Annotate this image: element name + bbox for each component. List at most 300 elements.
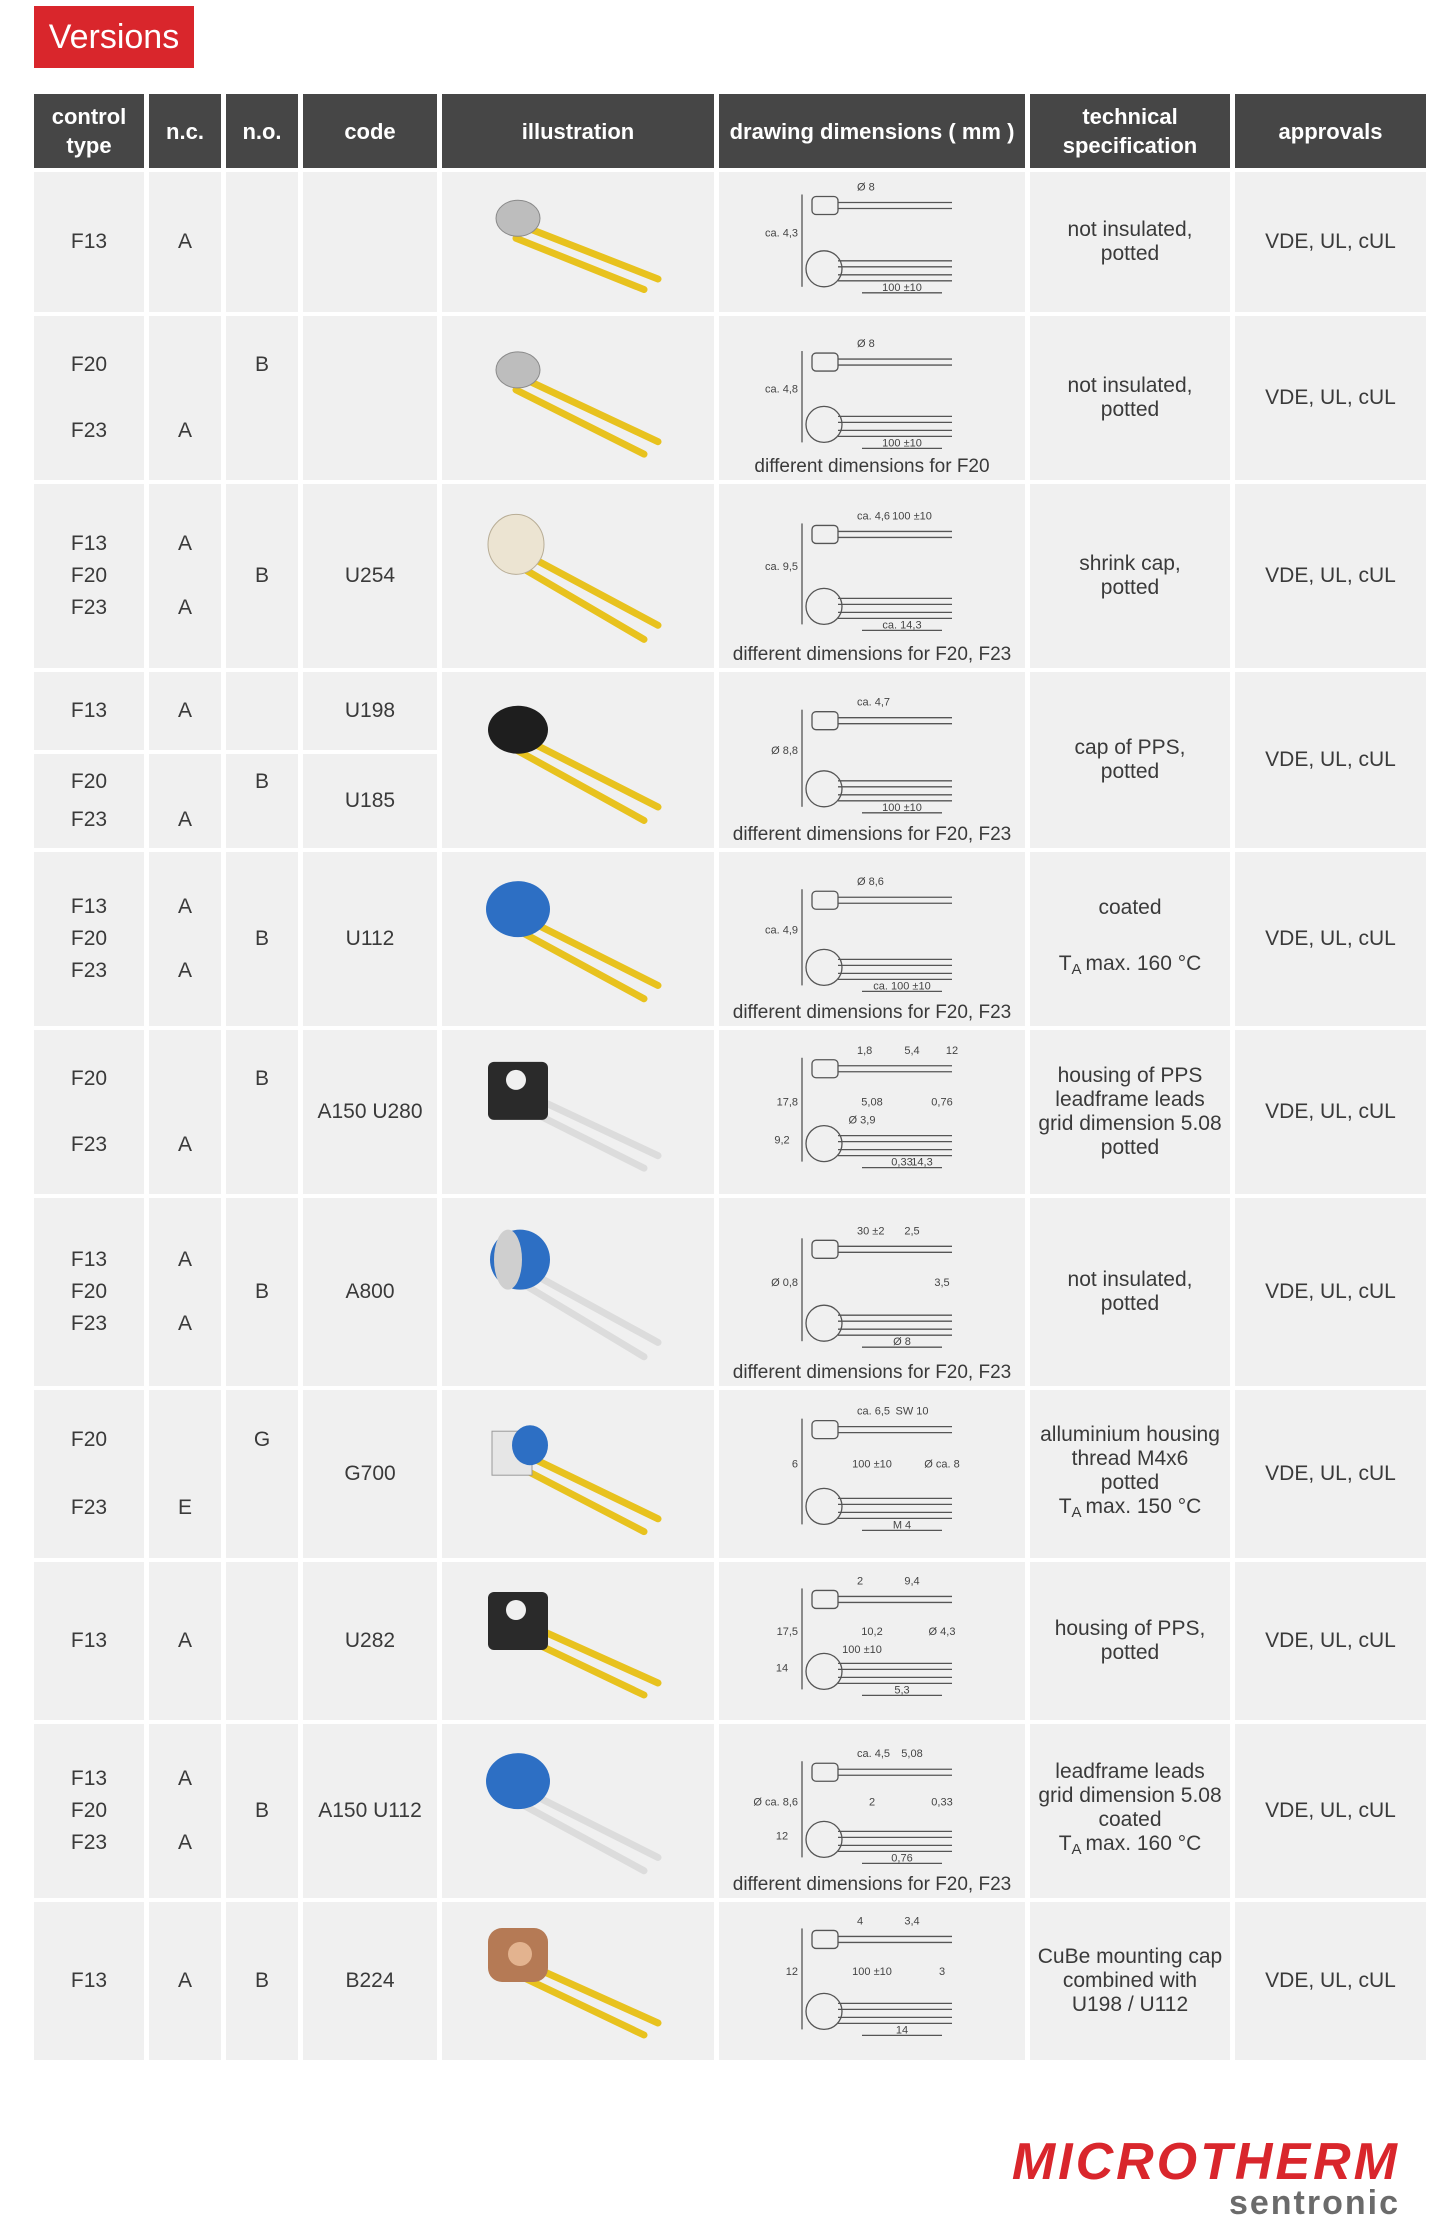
drawing-7 xyxy=(762,1393,982,1555)
nc-value: A xyxy=(177,596,192,619)
nc-stack xyxy=(149,672,221,750)
control-value: F20 xyxy=(70,1428,108,1452)
control-value: F13 xyxy=(70,1248,108,1271)
spec-temp xyxy=(1030,952,1230,982)
spec-line: leadframe leads xyxy=(1055,1088,1205,1111)
control-value: F13 xyxy=(70,532,108,555)
nc-value: A xyxy=(177,959,192,982)
nc-stack xyxy=(149,852,221,1026)
no-value: B xyxy=(254,1969,269,1992)
nc-stack xyxy=(149,754,221,848)
code-cell: U254 xyxy=(303,484,437,668)
dimension-label: 12 xyxy=(775,1830,789,1843)
drawing-cell xyxy=(719,672,1025,848)
control-value: F23 xyxy=(70,596,108,619)
spec-temp xyxy=(1030,1832,1230,1862)
dimension-label: 0,33 xyxy=(891,1156,913,1169)
nc-stack xyxy=(149,1902,221,2060)
control-value: F13 xyxy=(70,1969,108,1992)
shrink-cap-icon xyxy=(458,488,698,664)
no-stack xyxy=(226,852,298,1026)
control-type-cell xyxy=(34,852,144,1026)
table-row xyxy=(34,316,1426,480)
dimension-label: 0,33 xyxy=(931,1796,953,1809)
dimension-label: Ø ca. 8,6 xyxy=(753,1796,798,1809)
spec-t: T xyxy=(1058,1832,1072,1855)
control-type-cell xyxy=(34,1030,144,1194)
dimension-label: 12 xyxy=(945,1044,959,1057)
spec-line: U198 / U112 xyxy=(1071,1993,1189,2016)
cube-cap-icon xyxy=(458,1906,698,2056)
dimension-label: 100 ±10 xyxy=(852,1965,892,1978)
spec-line: potted xyxy=(1100,760,1160,783)
nc-stack xyxy=(149,484,221,668)
code-cell: U185 xyxy=(303,754,437,848)
no-cell xyxy=(226,1030,298,1194)
control-value: F23 xyxy=(70,1831,108,1854)
nc-cell xyxy=(149,1902,221,2060)
spec-cell xyxy=(1030,672,1230,848)
control-stack xyxy=(34,852,144,1026)
no-stack xyxy=(226,316,298,480)
no-stack xyxy=(226,484,298,668)
no-stack xyxy=(226,1198,298,1386)
no-cell xyxy=(226,1390,298,1558)
versions-table xyxy=(29,90,1431,2064)
approvals-cell: VDE, UL, cUL xyxy=(1235,1390,1426,1558)
dimension-label: Ø 3,9 xyxy=(848,1114,876,1127)
control-stack xyxy=(34,1390,144,1558)
dimension-label: 0,76 xyxy=(931,1096,953,1109)
control-value: F20 xyxy=(70,927,108,950)
dimension-label: 100 ±10 xyxy=(842,1643,882,1656)
drawing-5 xyxy=(762,1033,982,1191)
spec-line: potted xyxy=(1100,398,1160,421)
header-illustration: illustration xyxy=(442,94,714,168)
spec-a: A xyxy=(1071,1841,1082,1858)
dimension-label: ca. 4,6 xyxy=(857,510,891,523)
dimension-label: 12 xyxy=(785,1965,798,1978)
no-stack xyxy=(226,754,298,848)
spec-line: grid dimension 5.08 xyxy=(1038,1784,1222,1807)
nc-cell xyxy=(149,754,221,848)
spec-line: not insulated, xyxy=(1067,374,1193,397)
control-stack xyxy=(34,316,144,480)
no-value: B xyxy=(254,353,269,377)
control-value: F23 xyxy=(70,807,108,831)
spec-line: housing of PPS, xyxy=(1054,1617,1206,1640)
spec-cell xyxy=(1030,1724,1230,1898)
drawing-note: different dimensions for F20, F23 xyxy=(732,1002,1012,1023)
no-value: B xyxy=(254,1067,269,1091)
dimension-label: ca. 4,5 xyxy=(857,1748,891,1761)
header-approvals: approvals xyxy=(1235,94,1426,168)
nc-cell xyxy=(149,852,221,1026)
spec-line: combined with xyxy=(1062,1969,1198,1992)
pps-housing-icon xyxy=(458,1034,698,1190)
nc-cell xyxy=(149,1030,221,1194)
nc-cell xyxy=(149,484,221,668)
no-value: B xyxy=(254,1799,269,1822)
nc-value: A xyxy=(177,1312,192,1335)
nc-cell xyxy=(149,1562,221,1720)
spec-line: not insulated, xyxy=(1067,218,1193,241)
spec-line: not insulated, xyxy=(1067,1268,1193,1291)
spec-max: max. 160 °C xyxy=(1085,952,1202,975)
illustration-cell xyxy=(442,1390,714,1558)
approvals-cell: VDE, UL, cUL xyxy=(1235,1562,1426,1720)
spec-a: A xyxy=(1071,961,1082,978)
header-drawing: drawing dimensions ( mm ) xyxy=(719,94,1025,168)
dimension-label: SW 10 xyxy=(895,1405,929,1418)
spec-line: CuBe mounting cap xyxy=(1037,1945,1223,1968)
illustration-cell xyxy=(442,1562,714,1720)
spec-max: max. 150 °C xyxy=(1085,1495,1202,1518)
dimension-label: ca. 14,3 xyxy=(882,619,922,632)
dimension-label: 2,5 xyxy=(904,1225,920,1238)
nc-stack xyxy=(149,1390,221,1558)
illustration-cell xyxy=(442,852,714,1026)
logo-main: MICROTHERM xyxy=(1011,2133,1400,2191)
drawing-6 xyxy=(762,1214,982,1370)
dimension-label: 4 xyxy=(857,1915,864,1928)
no-stack xyxy=(226,1902,298,2060)
spec-line: coated xyxy=(1098,1808,1162,1831)
control-value: F23 xyxy=(70,1132,108,1156)
drawing-note: different dimensions for F20 xyxy=(754,456,990,477)
dimension-label: 100 ±10 xyxy=(882,281,922,294)
spec-cell xyxy=(1030,316,1230,480)
approvals-cell: VDE, UL, cUL xyxy=(1235,1724,1426,1898)
pps-housing-yellow-icon xyxy=(458,1566,698,1716)
drawing-note: different dimensions for F20, F23 xyxy=(732,644,1012,665)
dimension-label: ca. 100 ±10 xyxy=(873,980,931,993)
drawing-cell xyxy=(719,484,1025,668)
nc-value: A xyxy=(177,807,192,831)
spec-line: housing of PPS xyxy=(1057,1064,1203,1087)
nc-stack xyxy=(149,172,221,312)
control-type-cell xyxy=(34,484,144,668)
spec-cell xyxy=(1030,1390,1230,1558)
nc-value: A xyxy=(177,532,192,555)
control-value: F13 xyxy=(70,699,108,722)
silver-disc-icon xyxy=(458,176,698,308)
black-cap-icon xyxy=(458,676,698,844)
illustration-cell xyxy=(442,1902,714,2060)
table-row xyxy=(34,1902,1426,2060)
control-value: F13 xyxy=(70,1767,108,1790)
drawing-cell xyxy=(719,1724,1025,1898)
spec-line: coated xyxy=(1098,896,1162,919)
control-stack xyxy=(34,1030,144,1194)
no-value: B xyxy=(254,1280,269,1303)
dimension-label: Ø ca. 8 xyxy=(924,1458,960,1471)
spec-line: alluminium housing xyxy=(1040,1423,1220,1446)
drawing-1 xyxy=(762,332,982,464)
no-cell xyxy=(226,316,298,480)
nc-cell xyxy=(149,1390,221,1558)
illustration-cell xyxy=(442,1030,714,1194)
nc-value: A xyxy=(177,1767,192,1790)
dimension-label: Ø 8 xyxy=(857,181,875,194)
drawing-8 xyxy=(762,1565,982,1717)
table-row xyxy=(34,1198,1426,1386)
control-type-cell xyxy=(34,754,144,848)
control-type-cell xyxy=(34,1724,144,1898)
nc-value: A xyxy=(177,1629,192,1652)
code-cell: G700 xyxy=(303,1390,437,1558)
control-value: F13 xyxy=(70,1629,108,1652)
control-value: F20 xyxy=(70,770,108,794)
blue-coated-icon xyxy=(458,856,698,1022)
dimension-label: Ø 8 xyxy=(857,338,875,351)
no-stack xyxy=(226,1562,298,1720)
blue-leadframe-icon xyxy=(458,1728,698,1894)
drawing-cell xyxy=(719,316,1025,480)
no-cell xyxy=(226,754,298,848)
nc-value: A xyxy=(177,1132,192,1156)
control-type-cell xyxy=(34,672,144,750)
drawing-cell xyxy=(719,1390,1025,1558)
nc-value: A xyxy=(177,895,192,918)
control-value: F20 xyxy=(70,353,108,377)
control-type-cell xyxy=(34,1390,144,1558)
no-cell xyxy=(226,1562,298,1720)
logo-sub: sentronic xyxy=(1228,2184,1400,2222)
approvals-cell: VDE, UL, cUL xyxy=(1235,484,1426,668)
drawing-10 xyxy=(762,1905,982,2057)
approvals-cell: VDE, UL, cUL xyxy=(1235,1198,1426,1386)
drawing-note: different dimensions for F20, F23 xyxy=(732,1362,1012,1383)
code-cell xyxy=(303,316,437,480)
dimension-label: 3 xyxy=(938,1965,946,1978)
control-stack xyxy=(34,172,144,312)
dimension-label: 14 xyxy=(895,2024,909,2037)
code-cell: U198 xyxy=(303,672,437,750)
code-cell: A150 U280 xyxy=(303,1030,437,1194)
spec-cell xyxy=(1030,1030,1230,1194)
approvals-cell: VDE, UL, cUL xyxy=(1235,672,1426,848)
spec-cell xyxy=(1030,1902,1230,2060)
dimension-label: ca. 4,9 xyxy=(764,924,798,937)
control-stack xyxy=(34,754,144,848)
nc-stack xyxy=(149,1198,221,1386)
illustration-cell xyxy=(442,484,714,668)
dimension-label: Ø 8,6 xyxy=(857,876,884,889)
spec-line: potted xyxy=(1100,1136,1160,1159)
nc-cell xyxy=(149,1724,221,1898)
approvals-cell: VDE, UL, cUL xyxy=(1235,172,1426,312)
dimension-label: 100 ±10 xyxy=(882,801,922,814)
code-cell: U112 xyxy=(303,852,437,1026)
control-value: F20 xyxy=(70,564,108,587)
control-stack xyxy=(34,484,144,668)
drawing-cell xyxy=(719,172,1025,312)
spec-cell xyxy=(1030,484,1230,668)
table-row xyxy=(34,672,1426,750)
header-code: code xyxy=(303,94,437,168)
drawing-4 xyxy=(762,868,982,1010)
code-cell: A800 xyxy=(303,1198,437,1386)
nc-value: A xyxy=(177,699,192,722)
dimension-label: ca. 4,7 xyxy=(857,696,891,709)
spec-line: leadframe leads xyxy=(1055,1760,1205,1783)
dimension-label: 10,2 xyxy=(861,1625,883,1638)
illustration-cell xyxy=(442,172,714,312)
nc-value: E xyxy=(177,1495,192,1519)
nc-cell xyxy=(149,316,221,480)
approvals-cell: VDE, UL, cUL xyxy=(1235,852,1426,1026)
illustration-cell xyxy=(442,1198,714,1386)
control-value: F23 xyxy=(70,959,108,982)
no-cell xyxy=(226,172,298,312)
illustration-cell xyxy=(442,316,714,480)
dimension-label: ca. 9,5 xyxy=(764,560,798,573)
control-type-cell xyxy=(34,1198,144,1386)
illustration-cell xyxy=(442,1724,714,1898)
control-stack xyxy=(34,672,144,750)
control-type-cell xyxy=(34,316,144,480)
dimension-label: Ø 8,8 xyxy=(771,745,798,758)
dimension-label: ca. 4,3 xyxy=(764,227,798,240)
control-type-cell xyxy=(34,1562,144,1720)
dimension-label: 100 ±10 xyxy=(852,1458,892,1471)
illustration-cell xyxy=(442,672,714,848)
dimension-label: 17,8 xyxy=(776,1096,798,1109)
dimension-label: 5,08 xyxy=(861,1096,883,1109)
no-stack xyxy=(226,1030,298,1194)
no-value: B xyxy=(254,770,269,794)
control-stack xyxy=(34,1902,144,2060)
header-control-type: control type xyxy=(34,94,144,168)
silver-disc-icon xyxy=(458,320,698,476)
no-cell xyxy=(226,852,298,1026)
versions-title: Versions xyxy=(34,6,194,68)
spec-a: A xyxy=(1071,1504,1082,1521)
nc-cell xyxy=(149,1198,221,1386)
spec-line: cap of PPS, xyxy=(1074,736,1186,759)
dimension-label: 6 xyxy=(791,1458,798,1471)
control-value: F23 xyxy=(70,418,108,442)
code-cell: U282 xyxy=(303,1562,437,1720)
dimension-label: 3,4 xyxy=(904,1915,920,1928)
spec-cell xyxy=(1030,852,1230,1026)
dimension-label: 30 ±2 xyxy=(857,1225,885,1238)
control-value: F20 xyxy=(70,1799,108,1822)
dimension-label: 9,4 xyxy=(904,1575,920,1588)
control-value: F20 xyxy=(70,1067,108,1091)
code-cell: B224 xyxy=(303,1902,437,2060)
drawing-cell xyxy=(719,1562,1025,1720)
no-value: B xyxy=(254,564,269,587)
dimension-label: 1,8 xyxy=(857,1044,873,1057)
approvals-cell: VDE, UL, cUL xyxy=(1235,316,1426,480)
no-stack xyxy=(226,172,298,312)
no-value: G xyxy=(253,1428,271,1452)
dimension-label: Ø 4,3 xyxy=(928,1625,956,1638)
spec-t: T xyxy=(1058,952,1072,975)
header-spec: technical specification xyxy=(1030,94,1230,168)
dimension-label: 100 ±10 xyxy=(892,510,932,523)
spec-line: potted xyxy=(1100,1641,1160,1664)
no-cell xyxy=(226,1724,298,1898)
dimension-label: 5,4 xyxy=(904,1044,920,1057)
drawing-2 xyxy=(762,500,982,652)
microtherm-logo xyxy=(848,2133,1400,2222)
dimension-label: 0,76 xyxy=(891,1852,913,1865)
table-row xyxy=(34,1562,1426,1720)
drawing-cell xyxy=(719,1030,1025,1194)
spec-cell xyxy=(1030,1198,1230,1386)
drawing-note: different dimensions for F20, F23 xyxy=(732,1874,1012,1895)
nc-stack xyxy=(149,1724,221,1898)
table-row xyxy=(34,172,1426,312)
nc-stack xyxy=(149,1562,221,1720)
drawing-cell xyxy=(719,852,1025,1026)
table-row xyxy=(34,1724,1426,1898)
control-type-cell xyxy=(34,1902,144,2060)
header-nc: n.c. xyxy=(149,94,221,168)
dimension-label: 17,5 xyxy=(776,1625,798,1638)
spec-line: potted xyxy=(1100,242,1160,265)
dimension-label: 14 xyxy=(775,1662,789,1675)
control-value: F13 xyxy=(70,230,108,253)
control-value: F20 xyxy=(70,1280,108,1303)
approvals-cell: VDE, UL, cUL xyxy=(1235,1030,1426,1194)
no-cell xyxy=(226,672,298,750)
nc-stack xyxy=(149,316,221,480)
nc-value: A xyxy=(177,1248,192,1271)
spec-cell xyxy=(1030,1562,1230,1720)
dimension-label: 2 xyxy=(857,1575,864,1588)
dimension-label: 3,5 xyxy=(934,1276,950,1289)
spec-line: shrink cap, xyxy=(1079,552,1181,575)
spec-temp xyxy=(1030,1495,1230,1525)
control-stack xyxy=(34,1724,144,1898)
drawing-9 xyxy=(753,1740,982,1882)
blue-disc-icon xyxy=(458,1202,698,1382)
control-value: F13 xyxy=(70,895,108,918)
dimension-label: ca. 6,5 xyxy=(857,1405,891,1418)
dimension-label: 5,3 xyxy=(894,1684,910,1697)
spec-line: potted xyxy=(1100,1292,1160,1315)
drawing-0 xyxy=(762,175,982,309)
table-row xyxy=(34,852,1426,1026)
table-row xyxy=(34,1030,1426,1194)
drawing-3 xyxy=(762,688,982,832)
dimension-label: 9,2 xyxy=(774,1134,790,1147)
spec-line: grid dimension 5.08 xyxy=(1038,1112,1222,1135)
nc-stack xyxy=(149,1030,221,1194)
control-value: F23 xyxy=(70,1495,108,1519)
dimension-label: 5,08 xyxy=(901,1748,923,1761)
spec-line: thread M4x6 xyxy=(1071,1447,1189,1470)
no-value: B xyxy=(254,927,269,950)
approvals-cell: VDE, UL, cUL xyxy=(1235,1902,1426,2060)
code-cell xyxy=(303,172,437,312)
dimension-label: 2 xyxy=(868,1796,876,1809)
spec-line: potted xyxy=(1100,576,1160,599)
dimension-label: M 4 xyxy=(892,1519,912,1532)
control-stack xyxy=(34,1198,144,1386)
no-cell xyxy=(226,484,298,668)
no-stack xyxy=(226,1724,298,1898)
drawing-note: different dimensions for F20, F23 xyxy=(732,824,1012,845)
dimension-label: 100 ±10 xyxy=(882,437,922,450)
spec-line: potted xyxy=(1100,1471,1160,1494)
drawing-cell xyxy=(719,1198,1025,1386)
drawing-cell xyxy=(719,1902,1025,2060)
